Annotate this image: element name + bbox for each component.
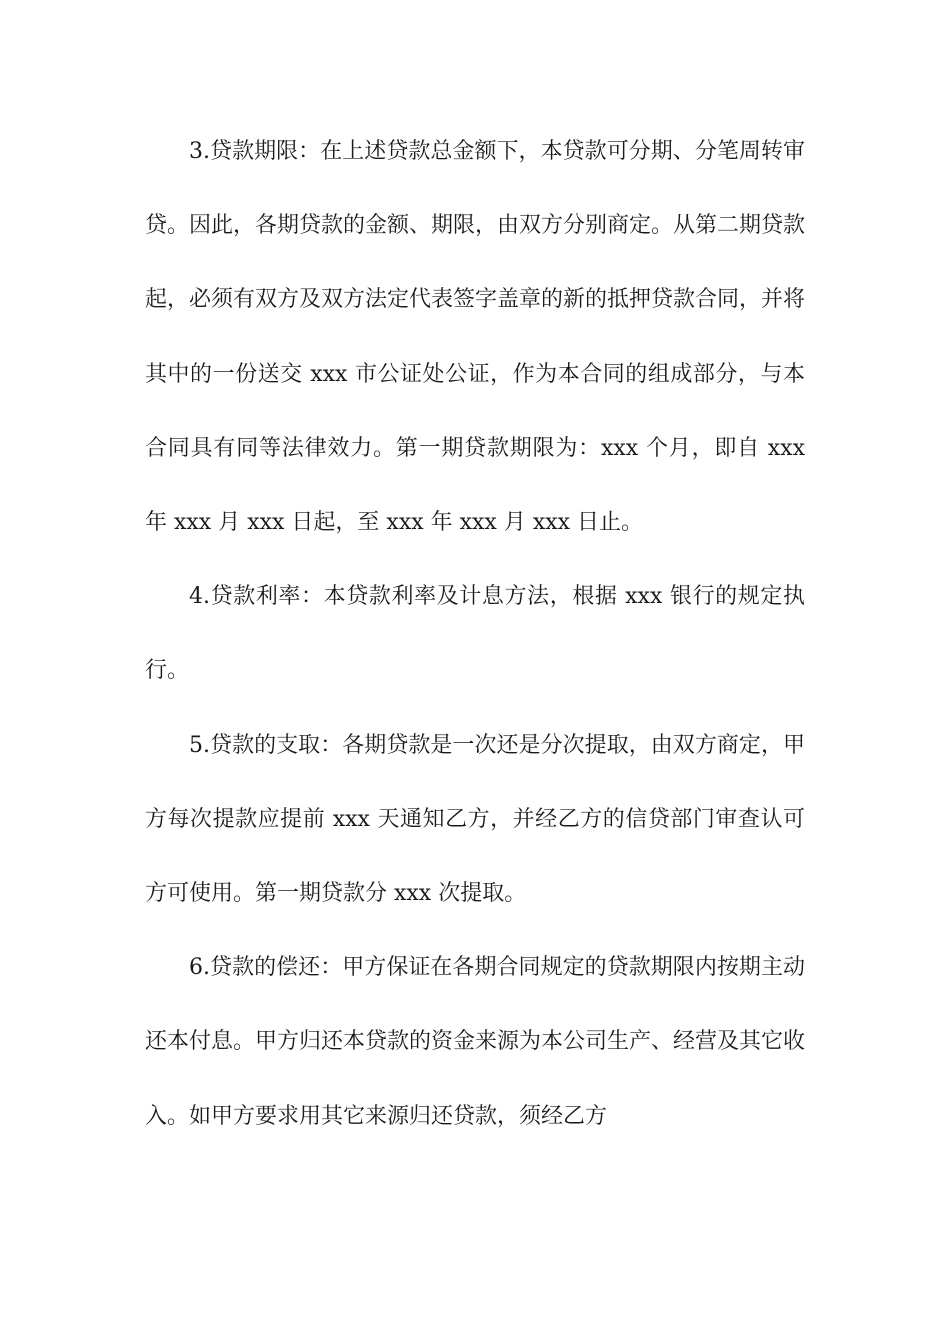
clause-6-loan-repayment: 6.贷款的偿还：甲方保证在各期合同规定的贷款期限内按期主动还本付息。甲方归还本贷款的资金来源为本公司生产、经营及其它收入。如甲方要求用其它来源归还贷款，须经乙方 [145,955,806,1129]
clause-3-loan-term: 3.贷款期限：在上述贷款总金额下，本贷款可分期、分笔周转审贷。因此，各期贷款的金额、期限，由双方分别商定。从第二期贷款起，必须有双方及双方法定代表签字盖章的新的抵押贷款合同，并将其中的一份送交 xxx 市公证处公证，作为本合同的组成部分，与本合同具有同等法律效力。第一期贷款期限为：xxx 个月，即自 xxx 年 xxx 月 xxx 日起，至 xxx 年 xxx 月 xxx 日止。 [145,139,806,536]
clause-5-loan-withdrawal: 5.贷款的支取：各期贷款是一次还是分次提取，由双方商定，甲方每次提款应提前 xxx 天通知乙方，并经乙方的信贷部门审查认可方可使用。第一期贷款分 xxx 次提取。 [145,732,805,907]
document-body [145,115,805,1154]
clause-4-interest-rate: 4.贷款利率：本贷款利率及计息方法，根据 xxx 银行的规定执行。 [145,584,805,684]
